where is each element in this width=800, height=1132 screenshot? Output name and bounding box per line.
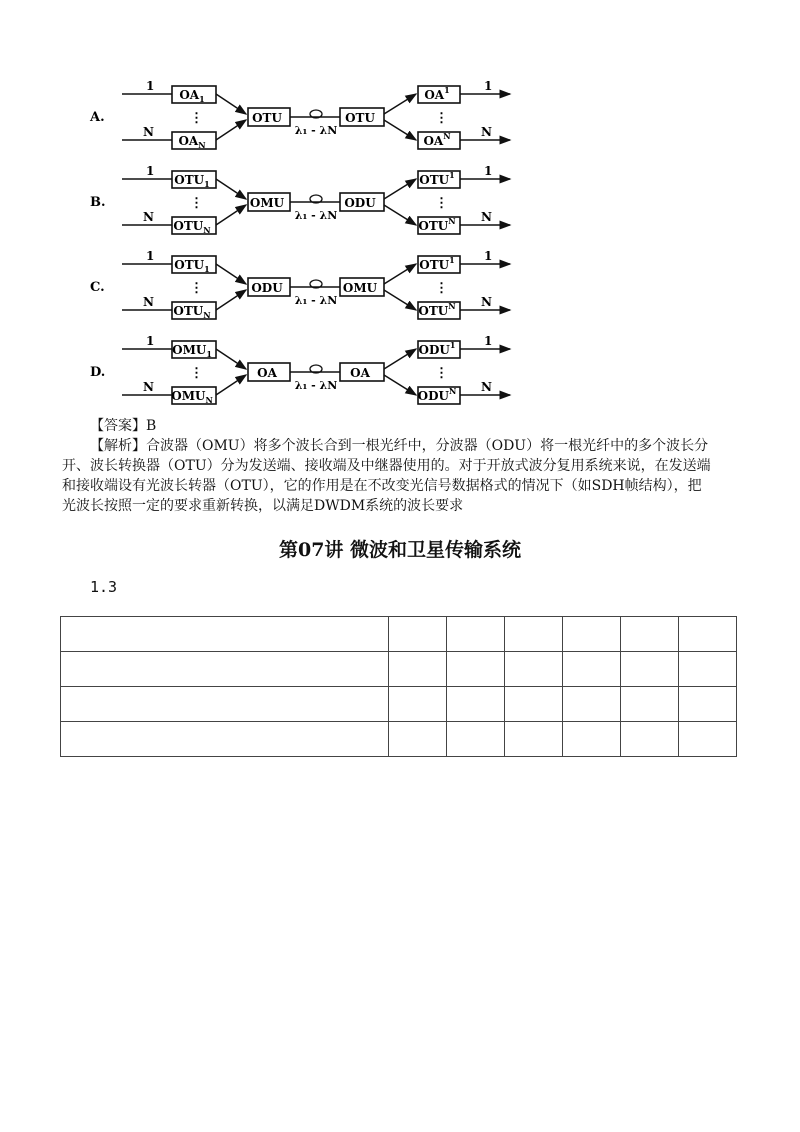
table-cell xyxy=(679,722,737,757)
option-c-conv-bot xyxy=(216,290,246,310)
table-cell xyxy=(61,722,389,757)
option-d-center-right-label: OA xyxy=(350,366,370,380)
option-d-out-bot-label: $ODU^N$ xyxy=(417,386,457,403)
option-a-in-top-label: $OA_1$ xyxy=(179,88,205,104)
option-a-in-bot-label: $OA_N$ xyxy=(178,134,206,150)
option-c-output-bot-label: N xyxy=(481,295,492,309)
option-d-label: D. xyxy=(90,365,106,380)
option-b-out-top-label: OTU$^1$ xyxy=(419,170,455,187)
table-row xyxy=(61,652,737,687)
option-a-output-top-label: 1 xyxy=(484,79,493,93)
option-d-input-bot-label: N xyxy=(143,380,154,394)
table-cell xyxy=(389,652,447,687)
table-cell xyxy=(679,617,737,652)
answer-table xyxy=(60,616,737,757)
option-d-output-top-label: 1 xyxy=(484,334,493,348)
option-c-out-bot-label: $OTU^N$ xyxy=(418,301,456,318)
table-cell xyxy=(505,687,563,722)
table-cell xyxy=(563,617,621,652)
table-cell xyxy=(563,652,621,687)
option-c-lambda: λ₁ - λN xyxy=(294,294,338,307)
analysis-line-2: 开、波长转换器（OTU）分为发送端、接收端及中继器使用的。对于开放式波分复用系统来说，在发送端 xyxy=(62,458,711,474)
option-a-label: A. xyxy=(90,110,105,125)
table-cell xyxy=(447,652,505,687)
option-c-in-dots: ⋮ xyxy=(190,281,203,296)
option-d-in-top-label: $OMU_1$ xyxy=(172,343,212,359)
table-cell xyxy=(679,687,737,722)
option-d-div-top xyxy=(384,349,416,369)
option-a-center-right-label: OTU xyxy=(345,111,375,125)
option-b-out-bot-label: $OTU^N$ xyxy=(418,216,456,233)
option-c-in-bot-label: $OTU_N$ xyxy=(173,304,211,320)
option-c-in-top-label: $OTU_1$ xyxy=(174,258,210,274)
option-a-center-left-label: OTU xyxy=(252,111,282,125)
options-diagram xyxy=(0,0,800,420)
option-d-lambda: λ₁ - λN xyxy=(294,379,338,392)
table-cell xyxy=(61,687,389,722)
analysis-line-3: 和接收端设有光波长转器（OTU），它的作用是在不改变光信号数据格式的情况下（如SDH帧结构），把 xyxy=(62,478,702,494)
option-c-out-top-label: OTU$^1$ xyxy=(419,255,455,272)
table-cell xyxy=(563,722,621,757)
table-cell xyxy=(389,617,447,652)
table-cell xyxy=(389,687,447,722)
table-cell xyxy=(621,617,679,652)
analysis-line-4: 光波长按照一定的要求重新转换，以满足DWDM系统的波长要求 xyxy=(62,498,464,514)
option-c-div-bot xyxy=(384,290,416,310)
table-cell xyxy=(447,617,505,652)
option-b-lambda: λ₁ - λN xyxy=(294,209,338,222)
question-number: 1.3 xyxy=(90,578,118,596)
option-b-output-top-label: 1 xyxy=(484,164,493,178)
option-c-input-top-label: 1 xyxy=(146,249,155,263)
option-d-in-dots: ⋮ xyxy=(190,366,203,381)
table-cell xyxy=(563,687,621,722)
option-b-center-left-label: OMU xyxy=(249,196,285,210)
option-d-output-bot-label: N xyxy=(481,380,492,394)
table-cell xyxy=(621,652,679,687)
option-b-in-dots: ⋮ xyxy=(190,196,203,211)
option-d-div-bot xyxy=(384,375,416,395)
table-cell xyxy=(61,652,389,687)
option-c-out-dots: ⋮ xyxy=(435,281,448,296)
option-c-center-left-label: ODU xyxy=(251,281,283,295)
table-cell xyxy=(447,722,505,757)
table-cell xyxy=(61,617,389,652)
option-b-conv-top xyxy=(216,179,246,199)
option-d-conv-bot xyxy=(216,375,246,395)
option-b-out-dots: ⋮ xyxy=(435,196,448,211)
option-a-conv-top xyxy=(216,94,246,114)
table-cell xyxy=(447,687,505,722)
option-a-out-dots: ⋮ xyxy=(435,111,448,126)
option-d-input-top-label: 1 xyxy=(146,334,155,348)
option-c-center-right-label: OMU xyxy=(342,281,378,295)
option-d-out-top-label: ODU$^1$ xyxy=(418,340,456,357)
table-row xyxy=(61,687,737,722)
table-cell xyxy=(505,617,563,652)
option-a-output-bot-label: N xyxy=(481,125,492,139)
option-d-out-dots: ⋮ xyxy=(435,366,448,381)
option-a-out-bot-label: $OA^N$ xyxy=(423,131,451,148)
analysis-line-1: 【解析】合波器（OMU）将多个波长合到一根光纤中，分波器（ODU）将一根光纤中的多个波长分 xyxy=(90,438,709,454)
option-c-input-bot-label: N xyxy=(143,295,154,309)
option-a-input-top-label: 1 xyxy=(146,79,155,93)
option-b-input-bot-label: N xyxy=(143,210,154,224)
option-b-in-top-label: $OTU_1$ xyxy=(174,173,210,189)
option-c-conv-top xyxy=(216,264,246,284)
option-b-div-bot xyxy=(384,205,416,225)
table-row xyxy=(61,617,737,652)
option-d-center-left-label: OA xyxy=(257,366,277,380)
option-d-conv-top xyxy=(216,349,246,369)
option-b-conv-bot xyxy=(216,205,246,225)
option-a-out-top-label: $OA^1$ xyxy=(424,85,450,102)
option-a-div-bot xyxy=(384,120,416,140)
option-a-in-dots: ⋮ xyxy=(190,111,203,126)
table-cell xyxy=(679,652,737,687)
option-c-output-top-label: 1 xyxy=(484,249,493,263)
option-a-input-bot-label: N xyxy=(143,125,154,139)
table-row xyxy=(61,722,737,757)
option-b-label: B. xyxy=(90,195,106,210)
option-a-conv-bot xyxy=(216,120,246,140)
table-cell xyxy=(505,652,563,687)
section-title: 第07讲 微波和卫星传输系统 xyxy=(278,539,522,561)
table-cell xyxy=(389,722,447,757)
table-cell xyxy=(621,687,679,722)
option-c-div-top xyxy=(384,264,416,284)
option-b-center-right-label: ODU xyxy=(344,196,376,210)
option-b-input-top-label: 1 xyxy=(146,164,155,178)
table-cell xyxy=(505,722,563,757)
option-b-output-bot-label: N xyxy=(481,210,492,224)
option-a-lambda: λ₁ - λN xyxy=(294,124,338,137)
option-b-in-bot-label: $OTU_N$ xyxy=(173,219,211,235)
option-b-div-top xyxy=(384,179,416,199)
answer-line: 【答案】B xyxy=(90,418,157,434)
option-a-div-top xyxy=(384,94,416,114)
option-c-label: C. xyxy=(90,280,105,295)
option-d-in-bot-label: $OMU_N$ xyxy=(171,389,213,405)
table-cell xyxy=(621,722,679,757)
